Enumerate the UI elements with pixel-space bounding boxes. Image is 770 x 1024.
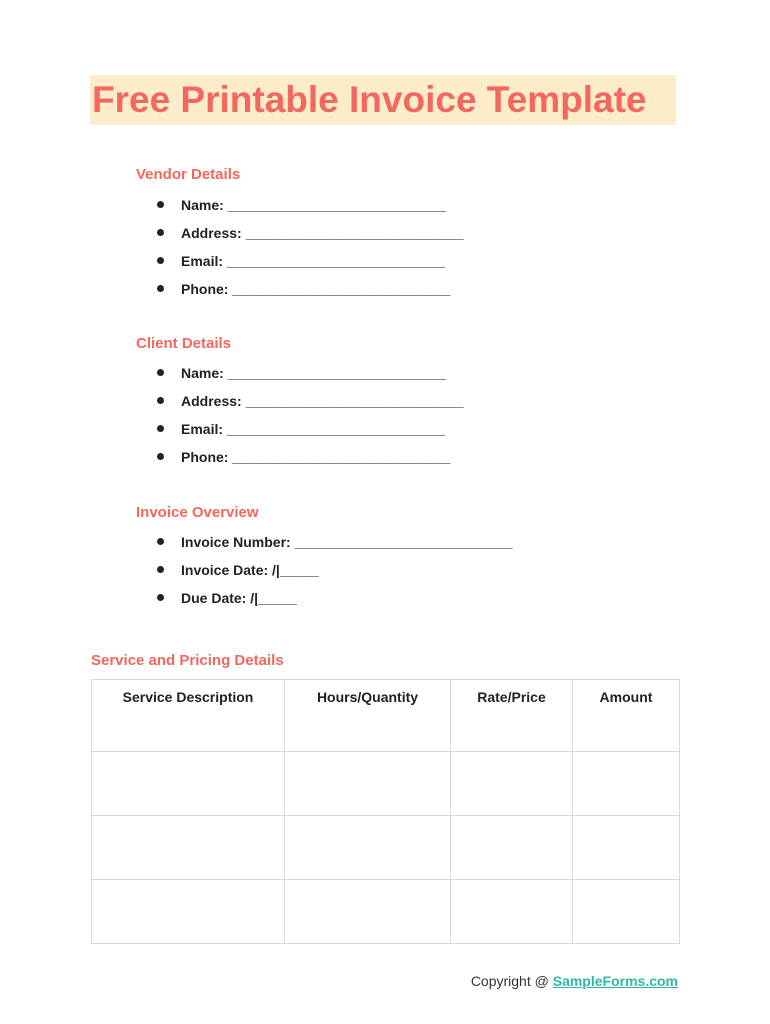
list-item <box>157 196 464 224</box>
vendor-address-field: Address: ____________________________ <box>181 225 464 241</box>
list-item <box>157 561 513 589</box>
list-item <box>157 392 464 420</box>
pricing-table <box>91 679 680 944</box>
table-cell[interactable] <box>573 816 680 880</box>
bullet-icon <box>157 566 164 573</box>
bullet-icon <box>157 594 164 601</box>
list-item <box>157 448 464 476</box>
list-item <box>157 252 464 280</box>
vendor-details-list <box>157 196 464 308</box>
table-cell[interactable] <box>573 880 680 944</box>
bullet-icon <box>157 201 164 208</box>
vendor-phone-field: Phone: ____________________________ <box>181 281 451 297</box>
invoice-date-field: Invoice Date: /|_____ <box>181 562 319 578</box>
column-header-service-description: Service Description <box>92 680 285 752</box>
client-address-field: Address: ____________________________ <box>181 393 464 409</box>
column-header-hours-quantity: Hours/Quantity <box>285 680 451 752</box>
bullet-icon <box>157 369 164 376</box>
invoice-overview-heading: Invoice Overview <box>136 504 259 521</box>
bullet-icon <box>157 425 164 432</box>
table-header-row <box>92 680 680 752</box>
table-cell[interactable] <box>285 752 451 816</box>
table-cell[interactable] <box>285 880 451 944</box>
client-email-field: Email: ____________________________ <box>181 421 445 437</box>
copyright-text: Copyright @ <box>470 973 553 989</box>
bullet-icon <box>157 397 164 404</box>
column-header-rate-price: Rate/Price <box>451 680 573 752</box>
table-cell[interactable] <box>92 816 285 880</box>
table-row <box>92 752 680 816</box>
page-title: Free Printable Invoice Template <box>90 75 676 125</box>
list-item <box>157 280 464 308</box>
client-details-list <box>157 364 464 476</box>
vendor-name-field: Name: ____________________________ <box>181 197 446 213</box>
vendor-email-field: Email: ____________________________ <box>181 253 445 269</box>
client-details-heading: Client Details <box>136 335 232 352</box>
table-cell[interactable] <box>451 816 573 880</box>
list-item <box>157 533 513 561</box>
table-cell[interactable] <box>92 880 285 944</box>
invoice-overview-list <box>157 533 513 617</box>
bullet-icon <box>157 285 164 292</box>
table-row <box>92 880 680 944</box>
vendor-details-heading: Vendor Details <box>136 166 241 183</box>
list-item <box>157 224 464 252</box>
table-cell[interactable] <box>92 752 285 816</box>
pricing-heading: Service and Pricing Details <box>91 652 284 669</box>
sampleforms-link[interactable]: SampleForms.com <box>552 973 678 989</box>
due-date-field: Due Date: /|_____ <box>181 590 297 606</box>
table-row <box>92 816 680 880</box>
list-item <box>157 589 513 617</box>
column-header-amount: Amount <box>573 680 680 752</box>
table-cell[interactable] <box>451 880 573 944</box>
list-item <box>157 420 464 448</box>
bullet-icon <box>157 229 164 236</box>
table-cell[interactable] <box>451 752 573 816</box>
invoice-number-field: Invoice Number: ____________________________ <box>181 534 513 550</box>
bullet-icon <box>157 538 164 545</box>
list-item <box>157 364 464 392</box>
client-name-field: Name: ____________________________ <box>181 365 446 381</box>
table-cell[interactable] <box>573 752 680 816</box>
bullet-icon <box>157 257 164 264</box>
bullet-icon <box>157 453 164 460</box>
table-cell[interactable] <box>285 816 451 880</box>
copyright-footer <box>471 973 678 989</box>
client-phone-field: Phone: ____________________________ <box>181 449 451 465</box>
